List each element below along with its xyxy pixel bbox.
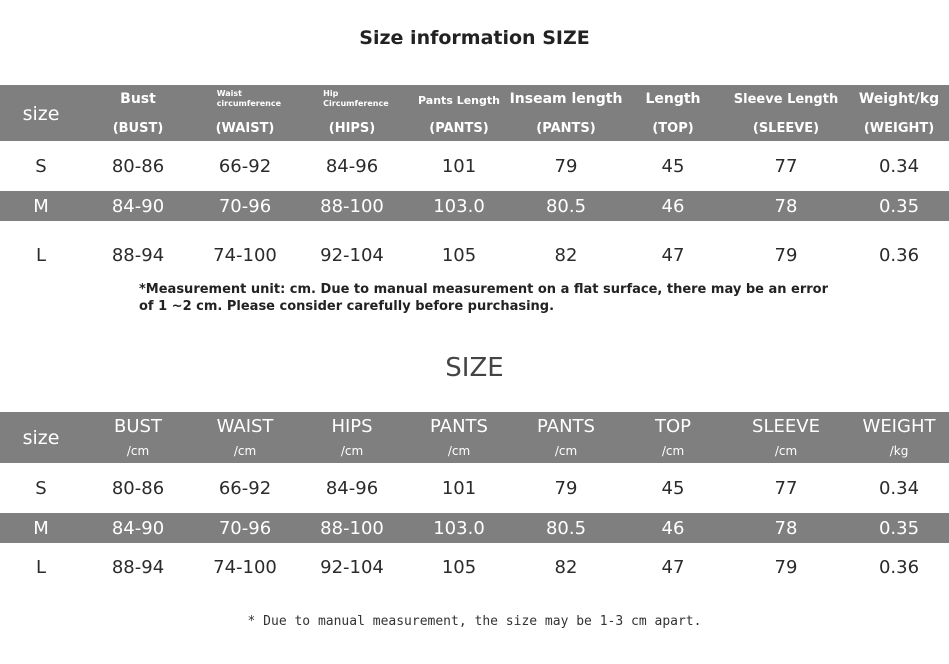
table-cell: 0.35: [878, 195, 920, 217]
header-col-1-label: Bust: [120, 91, 156, 107]
table-header: [0, 85, 949, 141]
table-cell: 78: [774, 517, 798, 539]
table-row: [0, 191, 949, 221]
table-cell: 80-86: [111, 477, 165, 499]
table-cell: 46: [661, 517, 685, 539]
header-col-8-label: Weight/kg: [858, 91, 940, 107]
table-cell: 88-100: [320, 517, 384, 539]
table-cell: 84-96: [325, 477, 379, 499]
header-col-4-label: Pants Length: [418, 94, 500, 107]
row-size-label: S: [35, 155, 47, 177]
table-row: [0, 463, 949, 513]
table-cell: 84-90: [111, 517, 165, 539]
header-col-6-label: Length: [645, 91, 701, 107]
table-row: [0, 141, 949, 191]
row-size-label: L: [35, 244, 47, 266]
table-cell: 66-92: [218, 477, 272, 499]
header-col-6-unit: /cm: [661, 444, 685, 458]
header-col-3-label: HIPS: [331, 416, 373, 437]
header-col-1-unit: (BUST): [112, 121, 164, 136]
table-cell: 70-96: [218, 195, 272, 217]
table-row: [0, 231, 949, 279]
header-col-7-unit: /cm: [774, 444, 798, 458]
table-cell: 82: [554, 244, 578, 266]
table-cell: 74-100: [213, 556, 277, 578]
table-cell: 79: [554, 155, 578, 177]
table2-title: SIZE: [445, 353, 504, 383]
header-size-label: size: [22, 427, 60, 449]
header-col-2-label: Waist circumference: [216, 89, 282, 108]
table-cell: 101: [441, 477, 477, 499]
table-cell: 79: [774, 556, 798, 578]
header-col-6-unit: (TOP): [652, 121, 694, 136]
header-col-4-unit: /cm: [447, 444, 471, 458]
row-size-label: M: [33, 517, 49, 539]
table-cell: 45: [661, 477, 685, 499]
table-cell: 74-100: [213, 244, 277, 266]
table-cell: 80.5: [545, 195, 587, 217]
table-cell: 88-100: [320, 195, 384, 217]
table-cell: 88-94: [111, 556, 165, 578]
table-cell: 77: [774, 155, 798, 177]
table-cell: 0.34: [878, 477, 920, 499]
header-col-2-label: WAIST: [216, 416, 274, 437]
table-cell: 77: [774, 477, 798, 499]
table-cell: 47: [661, 244, 685, 266]
table-cell: 0.36: [878, 556, 920, 578]
header-col-7-label: Sleeve Length: [733, 92, 839, 107]
table-cell: 103.0: [433, 195, 485, 217]
table-cell: 45: [661, 155, 685, 177]
header-col-4-label: PANTS: [430, 416, 488, 437]
header-col-8-label: WEIGHT: [862, 416, 936, 437]
table-cell: 84-96: [325, 155, 379, 177]
header-col-5-unit: (PANTS): [536, 121, 596, 136]
table-cell: 80.5: [545, 517, 587, 539]
header-col-3-unit: (HIPS): [328, 121, 376, 136]
table-cell: 82: [554, 556, 578, 578]
table-row: [0, 543, 949, 591]
header-col-1-label: BUST: [114, 416, 162, 437]
row-size-label: S: [35, 477, 47, 499]
measurement-footnote: * Due to manual measurement, the size may be 1-3 cm apart.: [247, 614, 702, 629]
table-cell: 92-104: [320, 244, 384, 266]
table-cell: 80-86: [111, 155, 165, 177]
table-cell: 46: [661, 195, 685, 217]
header-col-5-label: Inseam length: [509, 91, 623, 107]
row-size-label: L: [35, 556, 47, 578]
header-col-4-unit: (PANTS): [429, 121, 489, 136]
table-header: [0, 412, 949, 463]
table-cell: 47: [661, 556, 685, 578]
table-row: [0, 513, 949, 543]
header-col-2-unit: /cm: [233, 444, 257, 458]
table-cell: 0.34: [878, 155, 920, 177]
header-col-5-unit: /cm: [554, 444, 578, 458]
table-cell: 101: [441, 155, 477, 177]
size-table-detailed: [0, 85, 949, 265]
header-size-label: size: [22, 103, 60, 125]
measurement-note: *Measurement unit: cm. Due to manual measurement on a flat surface, there may be an error of 1 ~2 cm. Please consider carefully before purchasing.: [139, 282, 828, 314]
header-col-8-unit: (WEIGHT): [863, 121, 935, 136]
header-col-7-label: SLEEVE: [752, 416, 820, 437]
table-cell: 79: [554, 477, 578, 499]
header-col-2-unit: (WAIST): [215, 121, 275, 136]
table-cell: 103.0: [433, 517, 485, 539]
table-cell: 0.35: [878, 517, 920, 539]
table1-title: Size information SIZE: [359, 27, 590, 49]
header-col-7-unit: (SLEEVE): [752, 121, 820, 136]
table-cell: 79: [774, 244, 798, 266]
table-cell: 105: [441, 556, 477, 578]
table-cell: 0.36: [878, 244, 920, 266]
table-cell: 70-96: [218, 517, 272, 539]
table-cell: 78: [774, 195, 798, 217]
header-col-8-unit: /kg: [889, 444, 909, 458]
header-col-3-label: Hip Circumference: [323, 89, 389, 108]
header-col-3-unit: /cm: [340, 444, 364, 458]
table-cell: 92-104: [320, 556, 384, 578]
header-col-5-label: PANTS: [537, 416, 595, 437]
table-cell: 88-94: [111, 244, 165, 266]
table-cell: 105: [441, 244, 477, 266]
table-cell: 84-90: [111, 195, 165, 217]
size-table-simple: [0, 412, 949, 582]
header-col-1-unit: /cm: [126, 444, 150, 458]
row-size-label: M: [33, 195, 49, 217]
table-cell: 66-92: [218, 155, 272, 177]
header-col-6-label: TOP: [654, 416, 692, 437]
